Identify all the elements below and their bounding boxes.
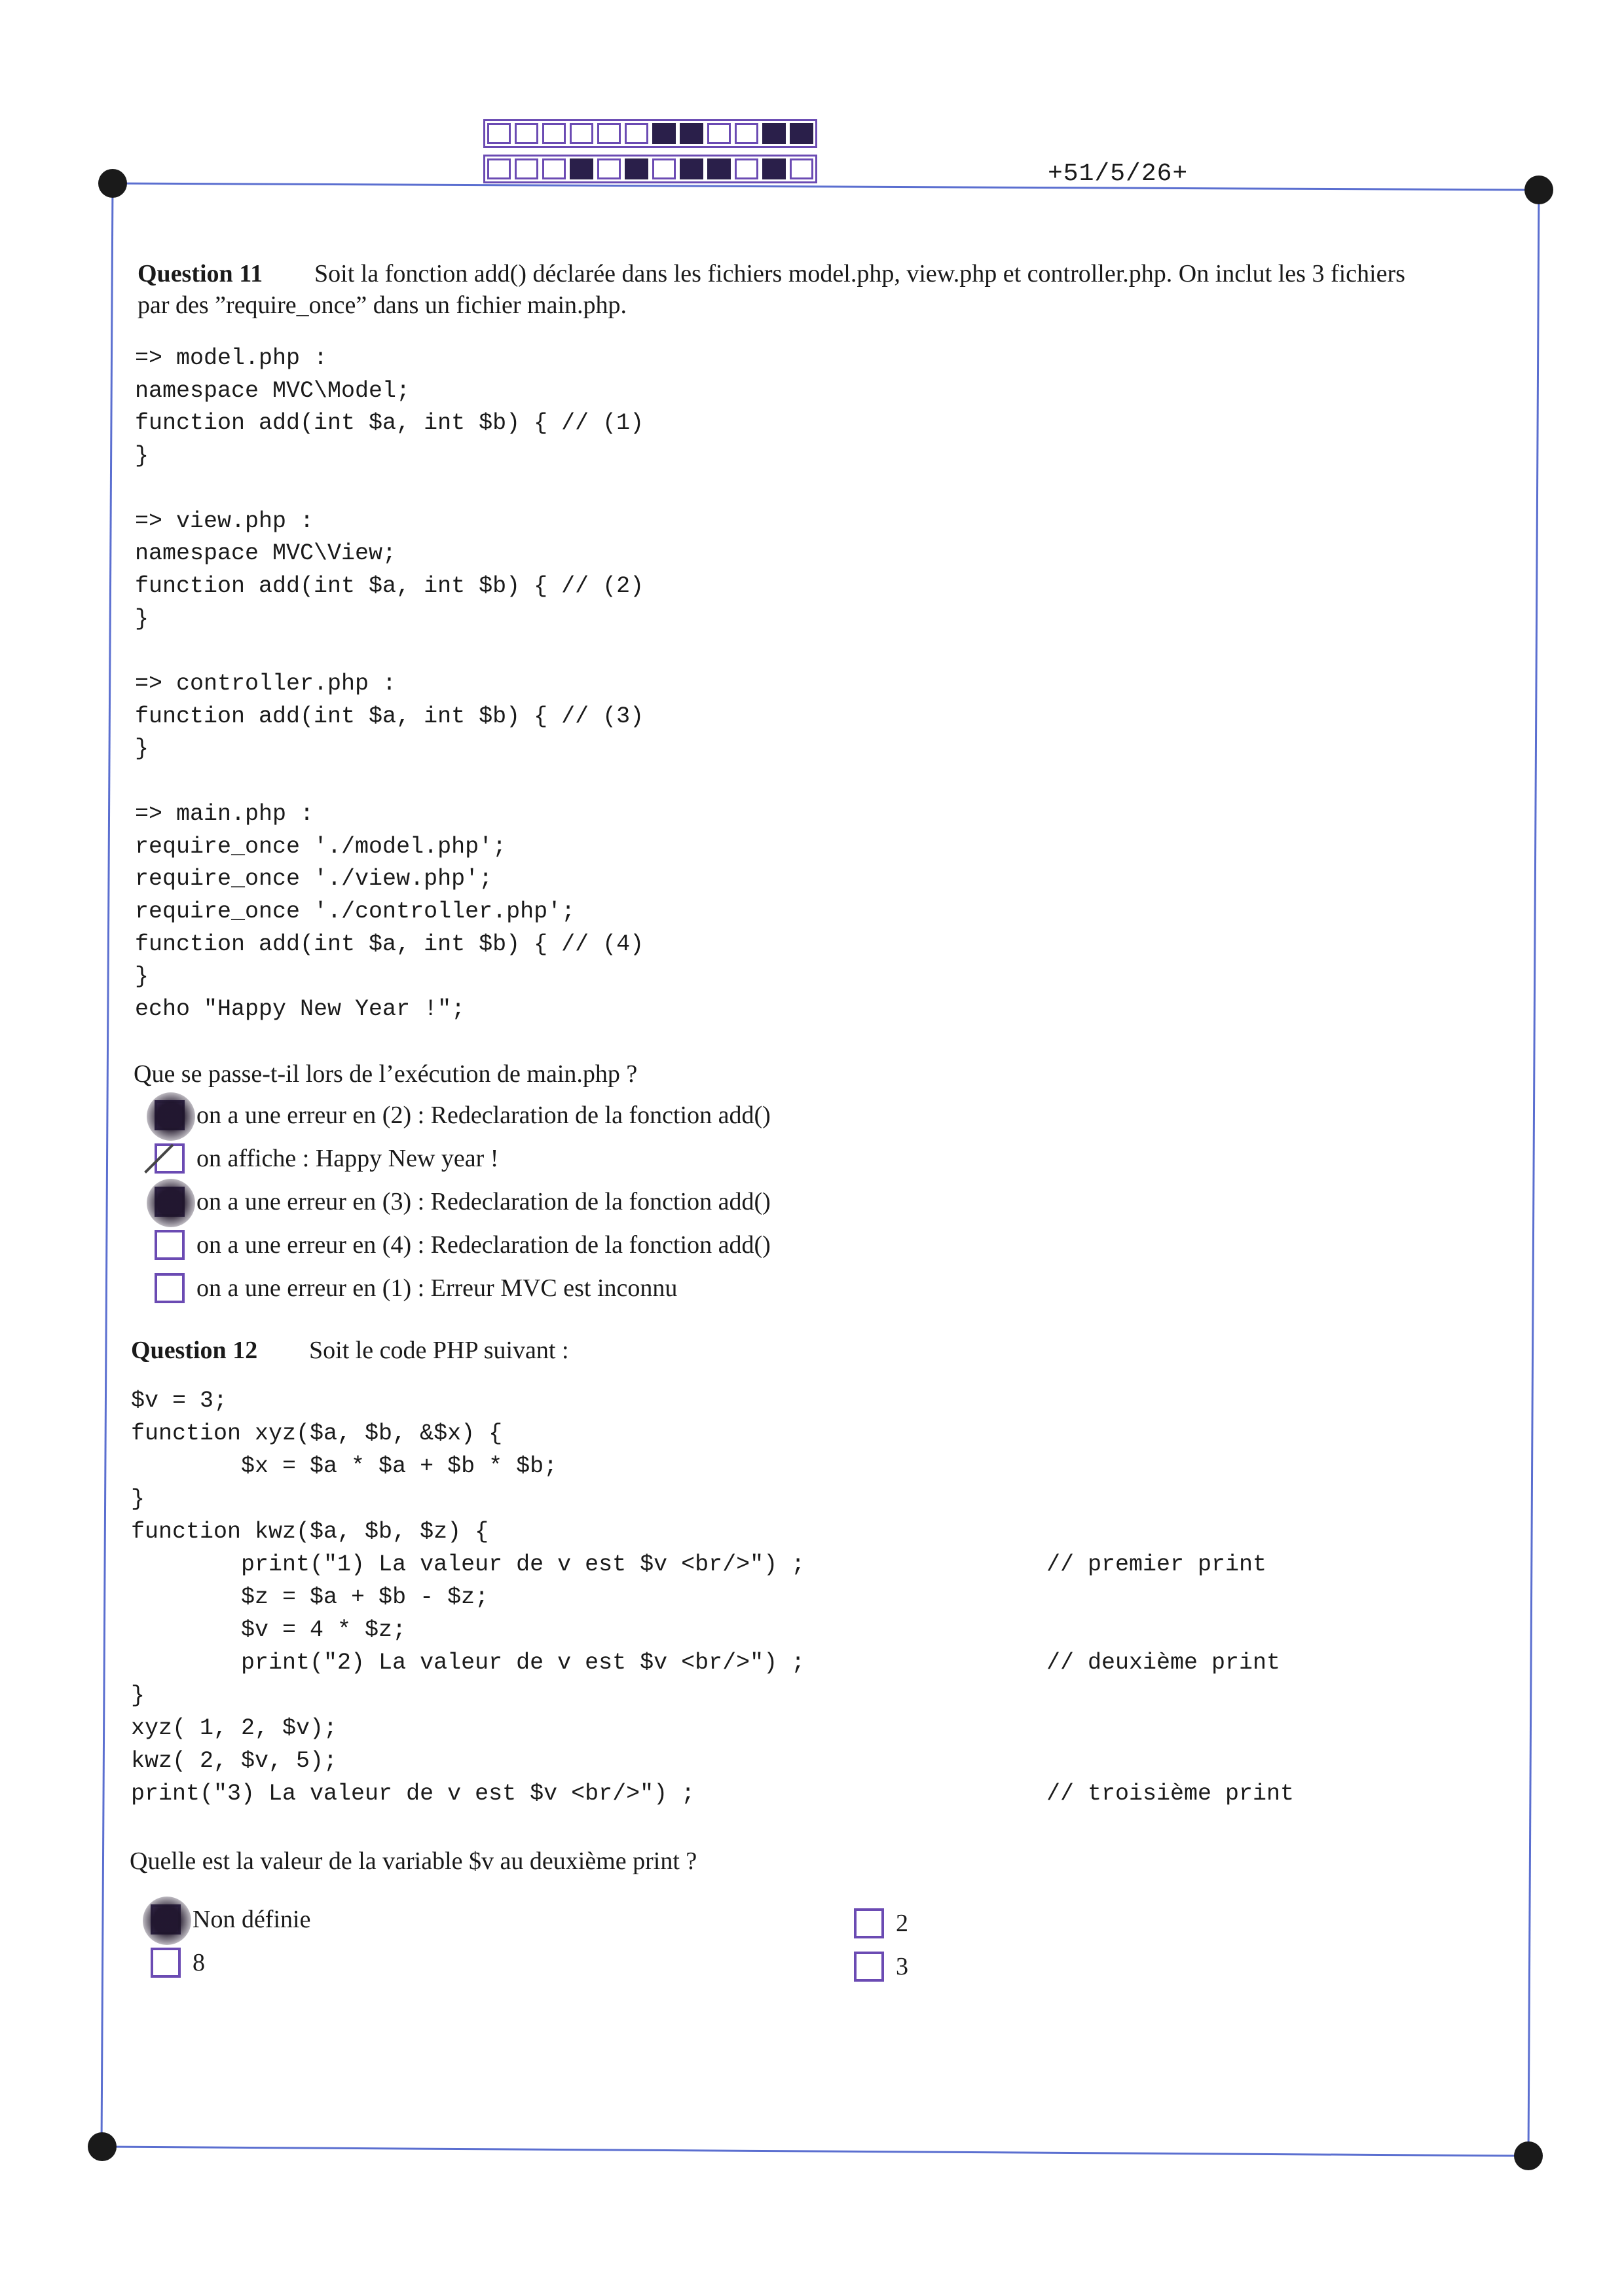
code-line: $v = 3; bbox=[131, 1388, 228, 1414]
answer-option[interactable] bbox=[155, 1273, 677, 1303]
barcode-cell bbox=[625, 158, 648, 179]
barcode-cell bbox=[570, 158, 593, 179]
barcode-cell bbox=[487, 158, 511, 179]
code-comment: // troisième print bbox=[1046, 1781, 1295, 1807]
answer-label: on a une erreur en (1) : Erreur MVC est inconnu bbox=[196, 1274, 678, 1302]
question-11-header bbox=[138, 259, 1532, 320]
barcode-cell bbox=[542, 123, 566, 144]
barcode-cell bbox=[487, 123, 511, 144]
question-12-text: Soit le code PHP suivant : bbox=[309, 1337, 569, 1364]
barcode-cell bbox=[680, 158, 703, 179]
code-line: } bbox=[135, 443, 149, 470]
page-id: +51/5/26+ bbox=[1048, 160, 1189, 188]
barcode-cell bbox=[735, 158, 758, 179]
answer-label: 2 bbox=[896, 1910, 908, 1937]
barcode-cell bbox=[542, 158, 566, 179]
answer-label: on affiche : Happy New year ! bbox=[196, 1145, 499, 1172]
checkbox[interactable] bbox=[155, 1230, 185, 1260]
answer-label: on a une erreur en (2) : Redeclaration de la fonction add() bbox=[196, 1102, 771, 1129]
question-11-text-line1: Soit la fonction add() déclarée dans les fichiers model.php, view.php et controller.php. On inclut les 3 fichiers bbox=[314, 260, 1405, 287]
code-line: function kwz($a, $b, $z) { bbox=[131, 1519, 489, 1545]
answer-option[interactable] bbox=[854, 1908, 908, 1938]
checkbox[interactable] bbox=[155, 1143, 185, 1174]
code-line: => main.php : bbox=[135, 800, 314, 827]
code-comment: // premier print bbox=[1046, 1551, 1267, 1578]
registration-mark-top-left bbox=[98, 169, 127, 198]
barcode-cell bbox=[790, 123, 813, 144]
code-line: namespace MVC\Model; bbox=[135, 377, 411, 404]
barcode-cell bbox=[707, 123, 731, 144]
answer-option[interactable] bbox=[155, 1230, 771, 1260]
code-line: function xyz($a, $b, &$x) { bbox=[131, 1420, 503, 1447]
barcode-cell bbox=[762, 158, 786, 179]
code-line: } bbox=[135, 963, 149, 990]
code-line: => view.php : bbox=[135, 508, 314, 534]
question-12-label: Question 12 bbox=[131, 1337, 258, 1364]
checkbox-checked[interactable] bbox=[155, 1100, 185, 1130]
code-line: => model.php : bbox=[135, 345, 328, 371]
barcode-cell bbox=[707, 158, 731, 179]
answer-option[interactable] bbox=[155, 1187, 771, 1217]
registration-mark-top-right bbox=[1524, 176, 1553, 204]
code-line: => controller.php : bbox=[135, 671, 397, 697]
code-line: require_once './controller.php'; bbox=[135, 898, 576, 925]
code-line: print("2) La valeur de v est $v <br/>") ; bbox=[131, 1650, 805, 1676]
code-line: } bbox=[135, 605, 149, 632]
barcode-row-1 bbox=[483, 119, 817, 148]
code-line: require_once './view.php'; bbox=[135, 866, 493, 893]
barcode-cell bbox=[597, 158, 621, 179]
question-12-header bbox=[131, 1336, 569, 1365]
answer-option[interactable] bbox=[854, 1952, 908, 1982]
code-line: namespace MVC\View; bbox=[135, 540, 397, 567]
code-line: $z = $a + $b - $z; bbox=[131, 1584, 489, 1610]
code-line: print("1) La valeur de v est $v <br/>") ; bbox=[131, 1551, 805, 1578]
code-line: kwz( 2, $v, 5); bbox=[131, 1748, 338, 1774]
code-line: function add(int $a, int $b) { // (1) bbox=[135, 410, 644, 437]
checkbox[interactable] bbox=[854, 1908, 884, 1938]
code-comment: // deuxième print bbox=[1046, 1650, 1281, 1676]
checkbox-checked[interactable] bbox=[151, 1904, 181, 1935]
barcode-cell bbox=[762, 123, 786, 144]
checkbox[interactable] bbox=[155, 1273, 185, 1303]
code-line: } bbox=[131, 1682, 145, 1709]
code-line: function add(int $a, int $b) { // (2) bbox=[135, 572, 644, 599]
question-11-label: Question 11 bbox=[138, 260, 263, 287]
checkbox-checked[interactable] bbox=[155, 1187, 185, 1217]
answer-label: Non définie bbox=[193, 1906, 311, 1933]
answer-label: 3 bbox=[896, 1953, 908, 1980]
answer-option[interactable] bbox=[151, 1948, 205, 1978]
barcode-cell bbox=[735, 123, 758, 144]
barcode-cell bbox=[790, 158, 813, 179]
code-line: $x = $a * $a + $b * $b; bbox=[131, 1453, 558, 1479]
code-line: echo "Happy New Year !"; bbox=[135, 996, 466, 1022]
checkbox[interactable] bbox=[151, 1948, 181, 1978]
answer-label: on a une erreur en (3) : Redeclaration de la fonction add() bbox=[196, 1188, 771, 1215]
barcode-cell bbox=[652, 123, 676, 144]
registration-mark-bottom-right bbox=[1514, 2141, 1543, 2170]
code-line: xyz( 1, 2, $v); bbox=[131, 1715, 338, 1741]
code-line: $v = 4 * $z; bbox=[131, 1617, 407, 1643]
registration-mark-bottom-left bbox=[88, 2132, 117, 2161]
checkbox[interactable] bbox=[854, 1952, 884, 1982]
answer-option[interactable] bbox=[151, 1904, 310, 1935]
code-line: } bbox=[135, 735, 149, 762]
answer-label: on a une erreur en (4) : Redeclaration de la fonction add() bbox=[196, 1231, 771, 1259]
barcode-cell bbox=[625, 123, 648, 144]
answer-option[interactable] bbox=[155, 1100, 771, 1130]
answer-label: 8 bbox=[193, 1949, 205, 1976]
code-line: } bbox=[131, 1486, 145, 1512]
question-11-prompt: Que se passe-t-il lors de l’exécution de main.php ? bbox=[134, 1060, 638, 1088]
question-11-text-line2: par des ”require_once” dans un fichier main.php. bbox=[138, 291, 627, 319]
code-line: print("3) La valeur de v est $v <br/>") ; bbox=[131, 1781, 695, 1807]
barcode-cell bbox=[652, 158, 676, 179]
answer-option[interactable] bbox=[155, 1143, 498, 1174]
barcode-cell bbox=[570, 123, 593, 144]
barcode-row-2 bbox=[483, 155, 817, 183]
barcode-cell bbox=[515, 158, 538, 179]
barcode-cell bbox=[515, 123, 538, 144]
code-line: require_once './model.php'; bbox=[135, 833, 507, 860]
code-line: function add(int $a, int $b) { // (4) bbox=[135, 931, 644, 957]
code-line: function add(int $a, int $b) { // (3) bbox=[135, 703, 644, 730]
barcode-cell bbox=[597, 123, 621, 144]
question-12-prompt: Quelle est la valeur de la variable $v au deuxième print ? bbox=[130, 1847, 697, 1875]
barcode-cell bbox=[680, 123, 703, 144]
